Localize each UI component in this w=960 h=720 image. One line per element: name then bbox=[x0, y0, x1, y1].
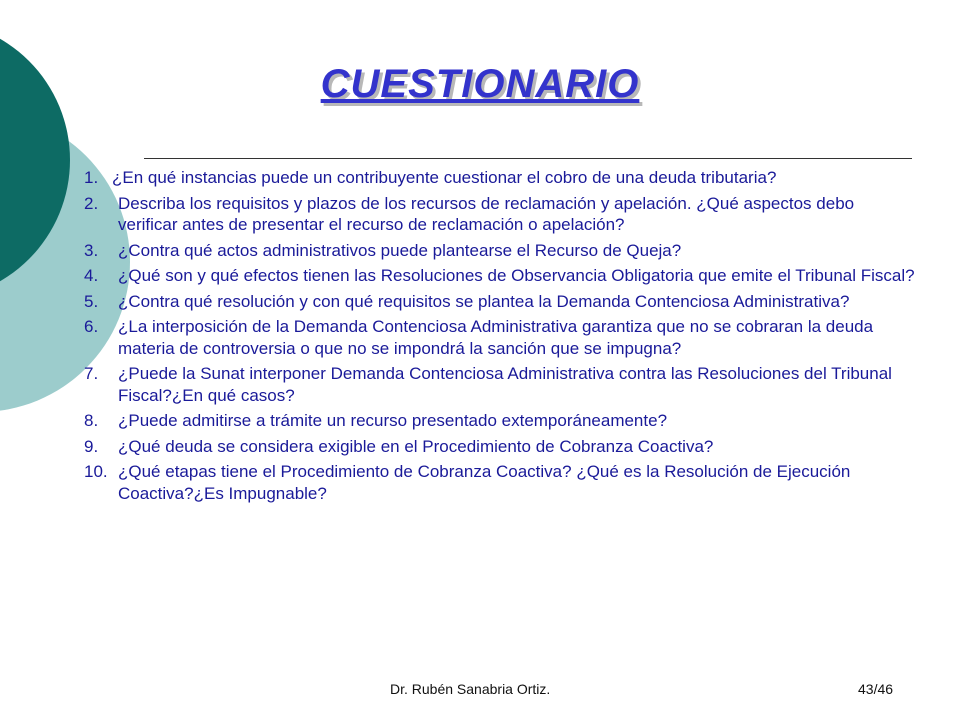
question-number: 8. bbox=[84, 411, 99, 430]
question-number: 4. bbox=[84, 266, 99, 285]
question-item bbox=[84, 436, 916, 458]
question-text: ¿La interposición de la Demanda Contenciosa Administrativa garantiza que no se cobraran la deuda materia de controversia o que no se impondrá la sanción que se impugna? bbox=[118, 317, 874, 358]
question-number: 3. bbox=[84, 240, 99, 260]
question-item bbox=[84, 410, 916, 432]
question-item bbox=[84, 316, 916, 359]
question-item bbox=[84, 193, 916, 236]
page-number: 43/46 bbox=[858, 681, 894, 697]
question-item bbox=[84, 363, 916, 406]
question-item bbox=[84, 240, 916, 262]
title-wrap bbox=[0, 62, 960, 107]
question-item bbox=[84, 167, 916, 189]
question-text: ¿Puede la Sunat interponer Demanda Contenciosa Administrativa contra las Resoluciones del Tribunal Fiscal?¿En qué casos? bbox=[118, 364, 892, 405]
question-number: 7. bbox=[84, 364, 99, 383]
question-item bbox=[84, 461, 916, 504]
question-text: Describa los requisitos y plazos de los recursos de reclamación y apelación. ¿Qué aspectos debo verificar antes de presentar el recurso de reclamación o apelación? bbox=[118, 193, 855, 234]
question-text: ¿Qué son y qué efectos tienen las Resoluciones de Observancia Obligatoria que emite el Tribunal Fiscal? bbox=[118, 266, 915, 285]
slide-title: CUESTIONARIO bbox=[320, 62, 640, 106]
question-text: ¿Contra qué actos administrativos puede plantearse el Recurso de Queja? bbox=[118, 240, 682, 260]
footer-author: Dr. Rubén Sanabria Ortiz. bbox=[390, 681, 551, 697]
title-divider bbox=[144, 158, 912, 159]
question-item bbox=[84, 291, 916, 313]
question-number: 2. bbox=[84, 193, 99, 213]
question-number: 1. bbox=[84, 168, 99, 187]
question-list bbox=[84, 167, 916, 508]
question-number: 6. bbox=[84, 317, 99, 336]
question-text: ¿Puede admitirse a trámite un recurso presentado extemporáneamente? bbox=[118, 411, 668, 430]
question-number: 10. bbox=[84, 462, 108, 481]
question-text: ¿Qué etapas tiene el Procedimiento de Cobranza Coactiva? ¿Qué es la Resolución de Ejecución Coactiva?¿Es Impugnable? bbox=[118, 462, 851, 503]
question-item bbox=[84, 265, 916, 287]
question-number: 9. bbox=[84, 436, 99, 456]
question-number: 5. bbox=[84, 291, 99, 311]
question-text: ¿Qué deuda se considera exigible en el Procedimiento de Cobranza Coactiva? bbox=[118, 436, 714, 456]
question-text: ¿Contra qué resolución y con qué requisitos se plantea la Demanda Contenciosa Administrativa? bbox=[118, 291, 850, 311]
question-text: ¿En qué instancias puede un contribuyente cuestionar el cobro de una deuda tributaria? bbox=[112, 168, 777, 187]
